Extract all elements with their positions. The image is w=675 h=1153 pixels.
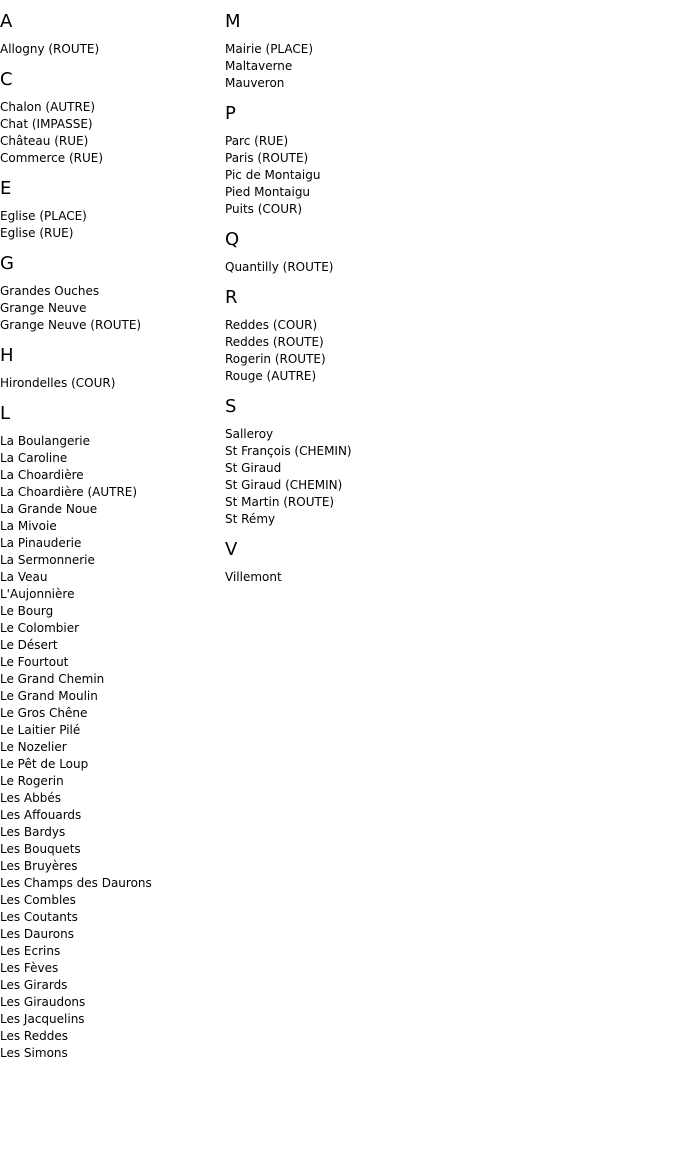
letter-group-p (225, 92, 665, 218)
letter-group-h (0, 334, 220, 392)
street-link[interactable]: Les Girards (0, 978, 68, 992)
street-link[interactable]: Paris (ROUTE) (225, 151, 309, 165)
letter-heading: Q (225, 229, 240, 250)
street-link[interactable]: Le Rogerin (0, 774, 64, 788)
street-list (225, 426, 665, 528)
street-link[interactable]: Mairie (PLACE) (225, 42, 314, 56)
letter-heading: C (0, 69, 13, 90)
street-link[interactable]: Les Ecrins (0, 944, 61, 958)
street-link[interactable]: Pied Montaigu (225, 185, 311, 199)
street-link[interactable]: Grange Neuve (0, 301, 87, 315)
letter-heading: M (225, 11, 241, 32)
letter-heading: V (225, 539, 238, 560)
index-column-right (225, 0, 665, 586)
street-link[interactable]: Eglise (PLACE) (0, 209, 87, 223)
letter-group-r (225, 276, 665, 385)
street-list (225, 259, 665, 276)
street-link[interactable]: Reddes (COUR) (225, 318, 318, 332)
street-link[interactable]: Les Abbés (0, 791, 62, 805)
letter-heading: L (0, 403, 11, 424)
index-column-left (0, 0, 220, 1062)
street-link[interactable]: Villemont (225, 570, 282, 584)
street-link[interactable]: Le Désert (0, 638, 58, 652)
street-link[interactable]: La Caroline (0, 451, 68, 465)
street-link[interactable]: Eglise (RUE) (0, 226, 74, 240)
street-list (0, 41, 220, 58)
street-list (225, 569, 665, 586)
street-link[interactable]: Parc (RUE) (225, 134, 289, 148)
street-link[interactable]: Salleroy (225, 427, 274, 441)
street-list (225, 41, 665, 92)
letter-group-v (225, 528, 665, 586)
street-link[interactable]: Le Gros Chêne (0, 706, 88, 720)
street-link[interactable]: La Mivoie (0, 519, 57, 533)
street-list (225, 317, 665, 385)
street-list (225, 133, 665, 218)
street-link[interactable]: Rouge (AUTRE) (225, 369, 317, 383)
street-link[interactable]: Reddes (ROUTE) (225, 335, 324, 349)
street-link[interactable]: La Sermonnerie (0, 553, 95, 567)
street-link[interactable]: Le Laitier Pilé (0, 723, 81, 737)
letter-group-s (225, 385, 665, 528)
street-list (0, 99, 220, 167)
street-link[interactable]: Maltaverne (225, 59, 293, 73)
street-link[interactable]: Les Simons (0, 1046, 68, 1060)
street-link[interactable]: St Giraud (CHEMIN) (225, 478, 343, 492)
street-link[interactable]: Les Daurons (0, 927, 74, 941)
street-link[interactable]: La Boulangerie (0, 434, 90, 448)
street-link[interactable]: Chat (IMPASSE) (0, 117, 93, 131)
letter-group-c (0, 58, 220, 167)
street-list (0, 283, 220, 334)
street-link[interactable]: Le Colombier (0, 621, 80, 635)
street-link[interactable]: Les Bardys (0, 825, 66, 839)
street-link[interactable]: Le Grand Chemin (0, 672, 105, 686)
street-link[interactable]: Les Bruyères (0, 859, 78, 873)
letter-heading: R (225, 287, 238, 308)
letter-group-l (0, 392, 220, 1062)
street-link[interactable]: Pic de Montaigu (225, 168, 321, 182)
street-link[interactable]: Allogny (ROUTE) (0, 42, 100, 56)
letter-group-g (0, 242, 220, 334)
street-link[interactable]: Le Bourg (0, 604, 54, 618)
letter-group-q (225, 218, 665, 276)
street-link[interactable]: Chalon (AUTRE) (0, 100, 96, 114)
letter-group-m (225, 0, 665, 92)
street-list (0, 433, 220, 1062)
street-link[interactable]: La Choardière (0, 468, 84, 482)
street-link[interactable]: Le Pêt de Loup (0, 757, 89, 771)
street-link[interactable]: Les Bouquets (0, 842, 81, 856)
street-link[interactable]: Le Nozelier (0, 740, 67, 754)
street-link[interactable]: Hirondelles (COUR) (0, 376, 116, 390)
street-link[interactable]: Les Jacquelins (0, 1012, 85, 1026)
street-link[interactable]: Les Fèves (0, 961, 59, 975)
street-link[interactable]: Grange Neuve (ROUTE) (0, 318, 142, 332)
street-link[interactable]: Rogerin (ROUTE) (225, 352, 326, 366)
street-list (0, 375, 220, 392)
letter-heading: E (0, 178, 12, 199)
street-link[interactable]: Grandes Ouches (0, 284, 100, 298)
street-link[interactable]: St Rémy (225, 512, 276, 526)
street-link[interactable]: Puits (COUR) (225, 202, 303, 216)
street-link[interactable]: Le Grand Moulin (0, 689, 98, 703)
street-link[interactable]: Mauveron (225, 76, 285, 90)
street-link[interactable]: Les Giraudons (0, 995, 86, 1009)
street-link[interactable]: St François (CHEMIN) (225, 444, 352, 458)
street-link[interactable]: St Giraud (225, 461, 282, 475)
street-link[interactable]: Château (RUE) (0, 134, 89, 148)
street-link[interactable]: Les Reddes (0, 1029, 68, 1043)
letter-group-e (0, 167, 220, 242)
letter-heading: P (225, 103, 236, 124)
street-link[interactable]: Les Combles (0, 893, 76, 907)
letter-heading: G (0, 253, 14, 274)
street-link[interactable]: Les Affouards (0, 808, 82, 822)
street-list (0, 208, 220, 242)
street-link[interactable]: Les Champs des Daurons (0, 876, 152, 890)
street-link[interactable]: St Martin (ROUTE) (225, 495, 335, 509)
street-link[interactable]: Le Fourtout (0, 655, 69, 669)
street-link[interactable]: La Choardière (AUTRE) (0, 485, 138, 499)
street-link[interactable]: Les Coutants (0, 910, 78, 924)
street-link[interactable]: L'Aujonnière (0, 587, 75, 601)
letter-heading: S (225, 396, 237, 417)
letter-group-a (0, 0, 220, 58)
street-link[interactable]: Commerce (RUE) (0, 151, 104, 165)
street-link[interactable]: La Pinauderie (0, 536, 82, 550)
letter-heading: H (0, 345, 14, 366)
letter-heading: A (0, 11, 13, 32)
street-link[interactable]: La Grande Noue (0, 502, 98, 516)
street-link[interactable]: Quantilly (ROUTE) (225, 260, 334, 274)
street-link[interactable]: La Veau (0, 570, 48, 584)
